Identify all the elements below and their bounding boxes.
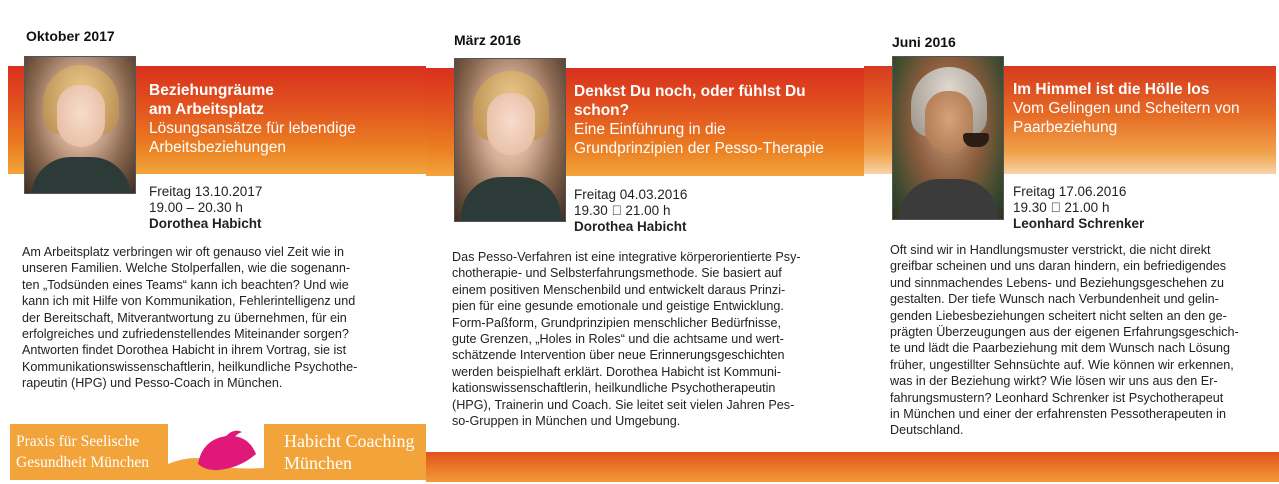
description-line: kationswissenschaftlerin, heilkundliche Psychotherapeutin [452, 381, 776, 396]
description-line: und sinnmachendes Lebens- und Beziehungsgeschehen zu [890, 275, 1224, 290]
event-subtitle-line: Lösungsansätze für lebendige [149, 120, 356, 137]
event-title-line: schon? [574, 102, 630, 119]
event-title-block [1013, 80, 1240, 137]
logo-habicht-text [264, 424, 426, 480]
description-line: unseren Familien. Welche Stolperfallen, wie die sogenann- [22, 261, 351, 276]
event-date: Oktober 2017 [26, 28, 115, 44]
logo-line: Habicht Coaching [284, 431, 415, 451]
event-description [890, 242, 1274, 439]
description-line: werden beispielhaft erklärt. Dorothea Habicht ist Kommuni- [452, 364, 781, 379]
event-date: März 2016 [454, 32, 521, 48]
event-speaker: Dorothea Habicht [149, 216, 262, 231]
event-speaker: Dorothea Habicht [574, 219, 687, 234]
event-title-line: Beziehungräume [149, 82, 274, 99]
description-line: einem positiven Menschenbild und entwickelt daraus Prinzi- [452, 282, 786, 297]
event-description [452, 249, 854, 429]
description-line: gestalten. Der tiefe Wunsch nach Verbundenheit und gelin- [890, 292, 1219, 307]
event-title-line: Denkst Du noch, oder fühlst Du [574, 83, 806, 100]
speaker-photo [24, 56, 136, 194]
description-line: in München und einer der erfahrensten Pessotherapeuten in [890, 407, 1227, 422]
event-time: 19.00 – 20.30 h [149, 200, 243, 215]
event-meta [574, 187, 687, 235]
description-line: prägten Überzeugungen aus der eigenen Erfahrungsgeschich- [890, 325, 1239, 340]
description-line: der Bereitschaft, Mitverantwortung zu übernehmen, für ein [22, 310, 347, 325]
logo-line: Praxis für Seelische [16, 433, 140, 450]
logo-line: München [284, 453, 352, 473]
description-line: pien für eine gesunde emotionale und geistige Entwicklung. [452, 299, 784, 314]
bottom-color-strip [426, 452, 1279, 482]
event-subtitle-line: Eine Einführung in die [574, 121, 726, 138]
event-meta [1013, 184, 1144, 232]
description-line: te und lädt die Paarbeziehung mit dem Wunsch nach Lösung [890, 341, 1231, 356]
description-line: schätzende Intervention über neue Erinnerungsgeschichten [452, 348, 785, 363]
description-line: genden Liebesbeziehungen scheitert nicht selten an den ge- [890, 308, 1227, 323]
description-line: fahrungsmustern? Leonhard Schrenker ist Psychotherapeut [890, 390, 1224, 405]
event-date: Juni 2016 [892, 34, 956, 50]
description-line: Form-Paßform, Grundprinzipien menschlicher Bedürfnisse, [452, 315, 781, 330]
photo-shirt [899, 179, 999, 220]
event-column-oktober-2017 [0, 0, 426, 484]
event-day: Freitag 17.06.2016 [1013, 184, 1127, 199]
event-subtitle-line: Arbeitsbeziehungen [149, 139, 287, 156]
photo-shirt [461, 177, 561, 222]
description-line: gute Grenzen, „Holes in Roles“ und die achtsame und wert- [452, 332, 784, 347]
description-line: Oft sind wir in Handlungsmuster verstrickt, die nicht direkt [890, 243, 1211, 257]
description-line: was in der Beziehung wirkt? Wie lösen wir uns aus den Er- [890, 374, 1218, 389]
bird-icon [168, 424, 264, 480]
event-title-line: Im Himmel ist die Hölle los [1013, 81, 1210, 98]
event-subtitle-line: Grundprinzipien der Pesso-Therapie [574, 140, 824, 157]
bird-logo-icon [168, 424, 264, 480]
logo-praxis-text [10, 424, 168, 480]
event-title-block [149, 81, 356, 157]
event-column-juni-2016 [864, 0, 1279, 484]
description-line: ten „Todsünden eines Teams“ kann ich beachten? Und wie [22, 277, 349, 292]
description-line: Am Arbeitsplatz verbringen wir oft genauso viel Zeit wie in [22, 245, 344, 259]
photo-face [487, 93, 535, 155]
event-day: Freitag 13.10.2017 [149, 184, 263, 199]
description-line: Deutschland. [890, 423, 964, 438]
event-meta [149, 184, 262, 232]
description-line: chotherapie- und Selbsterfahrungsmethode. Sie basiert auf [452, 266, 782, 281]
logo-bar [0, 424, 426, 480]
event-speaker: Leonhard Schrenker [1013, 216, 1145, 231]
event-subtitle-line: Vom Gelingen und Scheitern von [1013, 100, 1240, 117]
pipe-icon [963, 133, 989, 147]
description-line: kann ich mit Hilfe von Kommunikation, Fehlerintelligenz und [22, 294, 356, 309]
photo-shirt [31, 157, 131, 194]
description-line: rapeutin (HPG) und Pesso-Coach in München. [22, 376, 283, 391]
event-title-block [574, 82, 824, 158]
description-line: Antworten findet Dorothea Habicht in ihrem Vortrag, sie ist [22, 343, 347, 358]
description-line: (HPG), Trainerin und Coach. Sie leitet seit vielen Jahren Pes- [452, 397, 795, 412]
photo-face [57, 85, 105, 147]
event-column-maerz-2016 [426, 0, 864, 484]
description-line: so-Gruppen in München und Umgebung. [452, 414, 681, 429]
logo-line: Gesundheit München [16, 454, 150, 471]
description-line: früher, ungestillter Sehnsüchte auf. Wie können wir erkennen, [890, 357, 1234, 372]
event-description [22, 244, 410, 392]
event-time: 19.30   21.00 h [1013, 200, 1110, 215]
description-line: Das Pesso-Verfahren ist eine integrative körperorientierte Psy- [452, 250, 801, 264]
event-day: Freitag 04.03.2016 [574, 187, 688, 202]
description-line: Kommunikationswissenschaftlerin, heilkundliche Psychothe- [22, 359, 358, 374]
description-line: erfolgreiches und zufriedenstellendes Miteinander sorgen? [22, 327, 349, 342]
event-subtitle-line: Paarbeziehung [1013, 119, 1118, 136]
event-title-line: am Arbeitsplatz [149, 101, 264, 118]
event-time: 19.30   21.00 h [574, 203, 671, 218]
speaker-photo [454, 58, 566, 222]
speaker-photo [892, 56, 1004, 220]
description-line: greifbar scheinen und uns daran hindern, ein befriedigendes [890, 259, 1227, 274]
